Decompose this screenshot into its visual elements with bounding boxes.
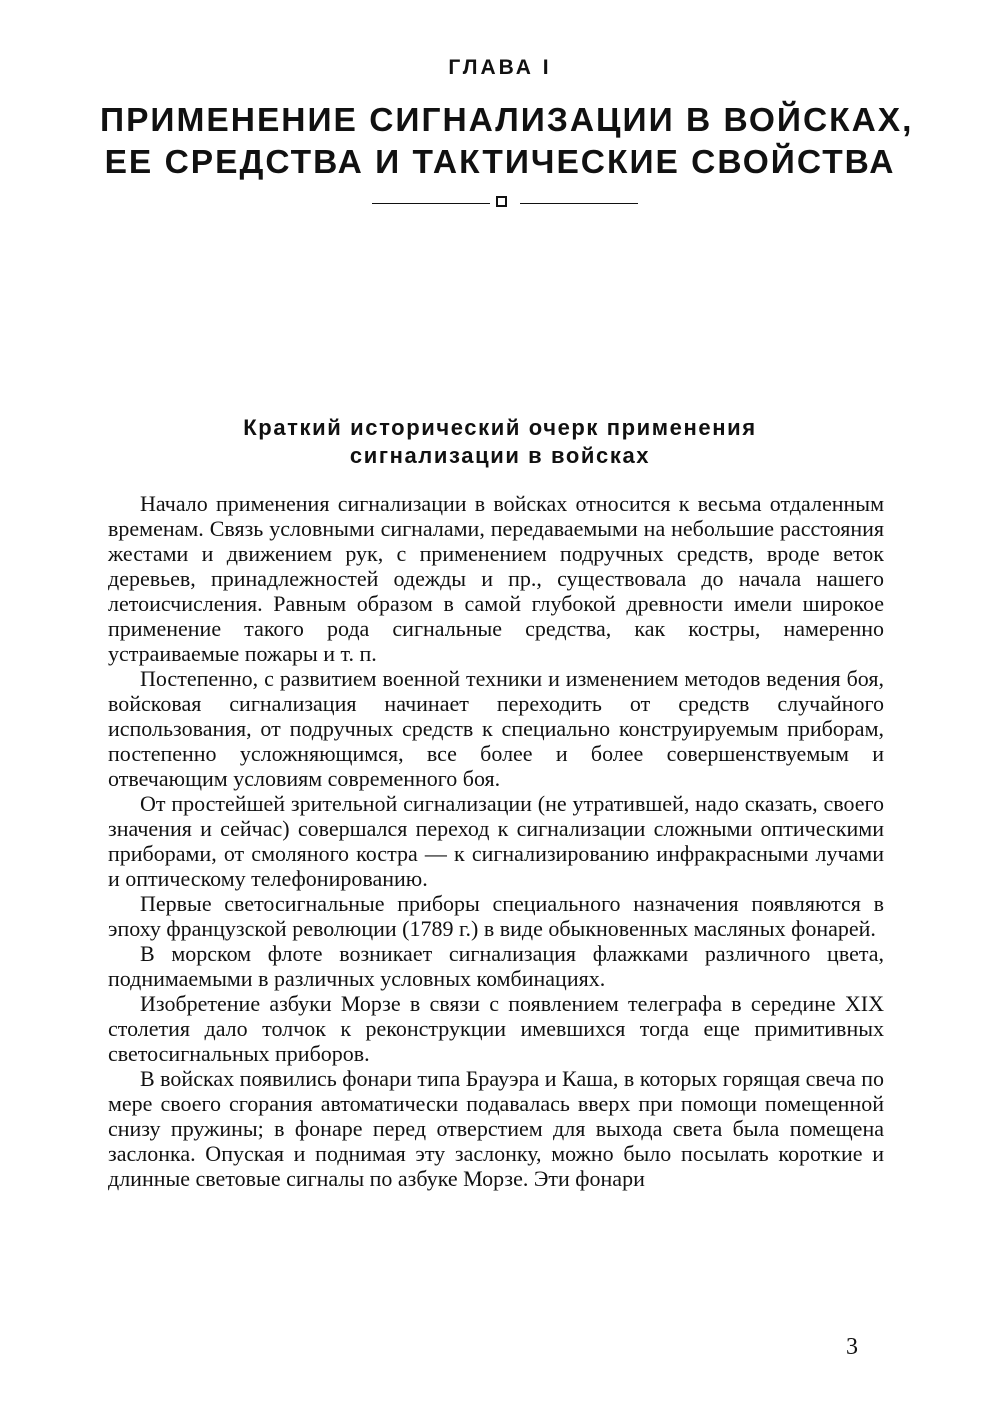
page-number: 3 (846, 1334, 858, 1360)
ornament-rule-left (372, 203, 490, 204)
chapter-title-line-1: ПРИМЕНЕНИЕ СИГНАЛИЗАЦИИ В ВОЙСКАХ, (100, 102, 914, 139)
body-text (108, 491, 884, 1191)
section-title-line-1: Краткий исторический очерк применения (243, 415, 757, 440)
paragraph: В войсках появились фонари типа Брауэра и Каша, в которых горящая свеча по мере своего сгорания автоматически подавалась вверх при помощи помещенной снизу пружины; в фонаре перед отверстием для выхода света была помещена заслонка. Опуская и поднимая эту заслонку, можно было посылать короткие и длинные световые сигналы по азбуке Морзе. Эти фонари (108, 1066, 884, 1191)
chapter-label: ГЛАВА I (448, 56, 552, 79)
paragraph: От простейшей зрительной сигнализации (не утратившей, надо сказать, своего значения и сейчас) совершался переход к сигнализации сложными оптическими приборами, от смоляного костра — к сигнализированию инфракрасными лучами и оптическому телефонированию. (108, 791, 884, 891)
paragraph: Начало применения сигнализации в войсках относится к весьма отдаленным временам. Связь условными сигналами, передаваемыми на небольшие расстояния жестами и движением рук, с применением подручных средств, вроде веток деревьев, принадлежностей одежды и пр., существовала до начала нашего летоисчисления. Равным образом в самой глубокой древности имели широкое применение такого рода сигнальные средства, как костры, намеренно устраиваемые пожары и т. п. (108, 491, 884, 666)
chapter-title-line-2: ЕЕ СРЕДСТВА И ТАКТИЧЕСКИЕ СВОЙСТВА (104, 144, 896, 181)
section-title-line-2: сигнализации в войсках (349, 443, 651, 468)
ornament-square-icon (496, 196, 507, 207)
title-ornament (0, 193, 1000, 213)
ornament-rule-right (520, 203, 638, 204)
paragraph: Первые светосигнальные приборы специального назначения появляются в эпоху французской революции (1789 г.) в виде обыкновенных масляных фонарей. (108, 891, 884, 941)
section-title (100, 414, 900, 470)
paragraph: Изобретение азбуки Морзе в связи с появлением телеграфа в середине XIX столетия дало толчок к реконструкции имевшихся тогда еще примитивных светосигнальных приборов. (108, 991, 884, 1066)
paragraph: В морском флоте возникает сигнализация флажками различного цвета, поднимаемыми в различных условных комбинациях. (108, 941, 884, 991)
paragraph: Постепенно, с развитием военной техники и изменением методов ведения боя, войсковая сигнализация начинает переходить от средств случайного использования, от подручных средств к специально конструируемым приборам, постепенно усложняющимся, все более и более совершенствуемым и отвечающим условиям современного боя. (108, 666, 884, 791)
chapter-title (100, 100, 914, 184)
